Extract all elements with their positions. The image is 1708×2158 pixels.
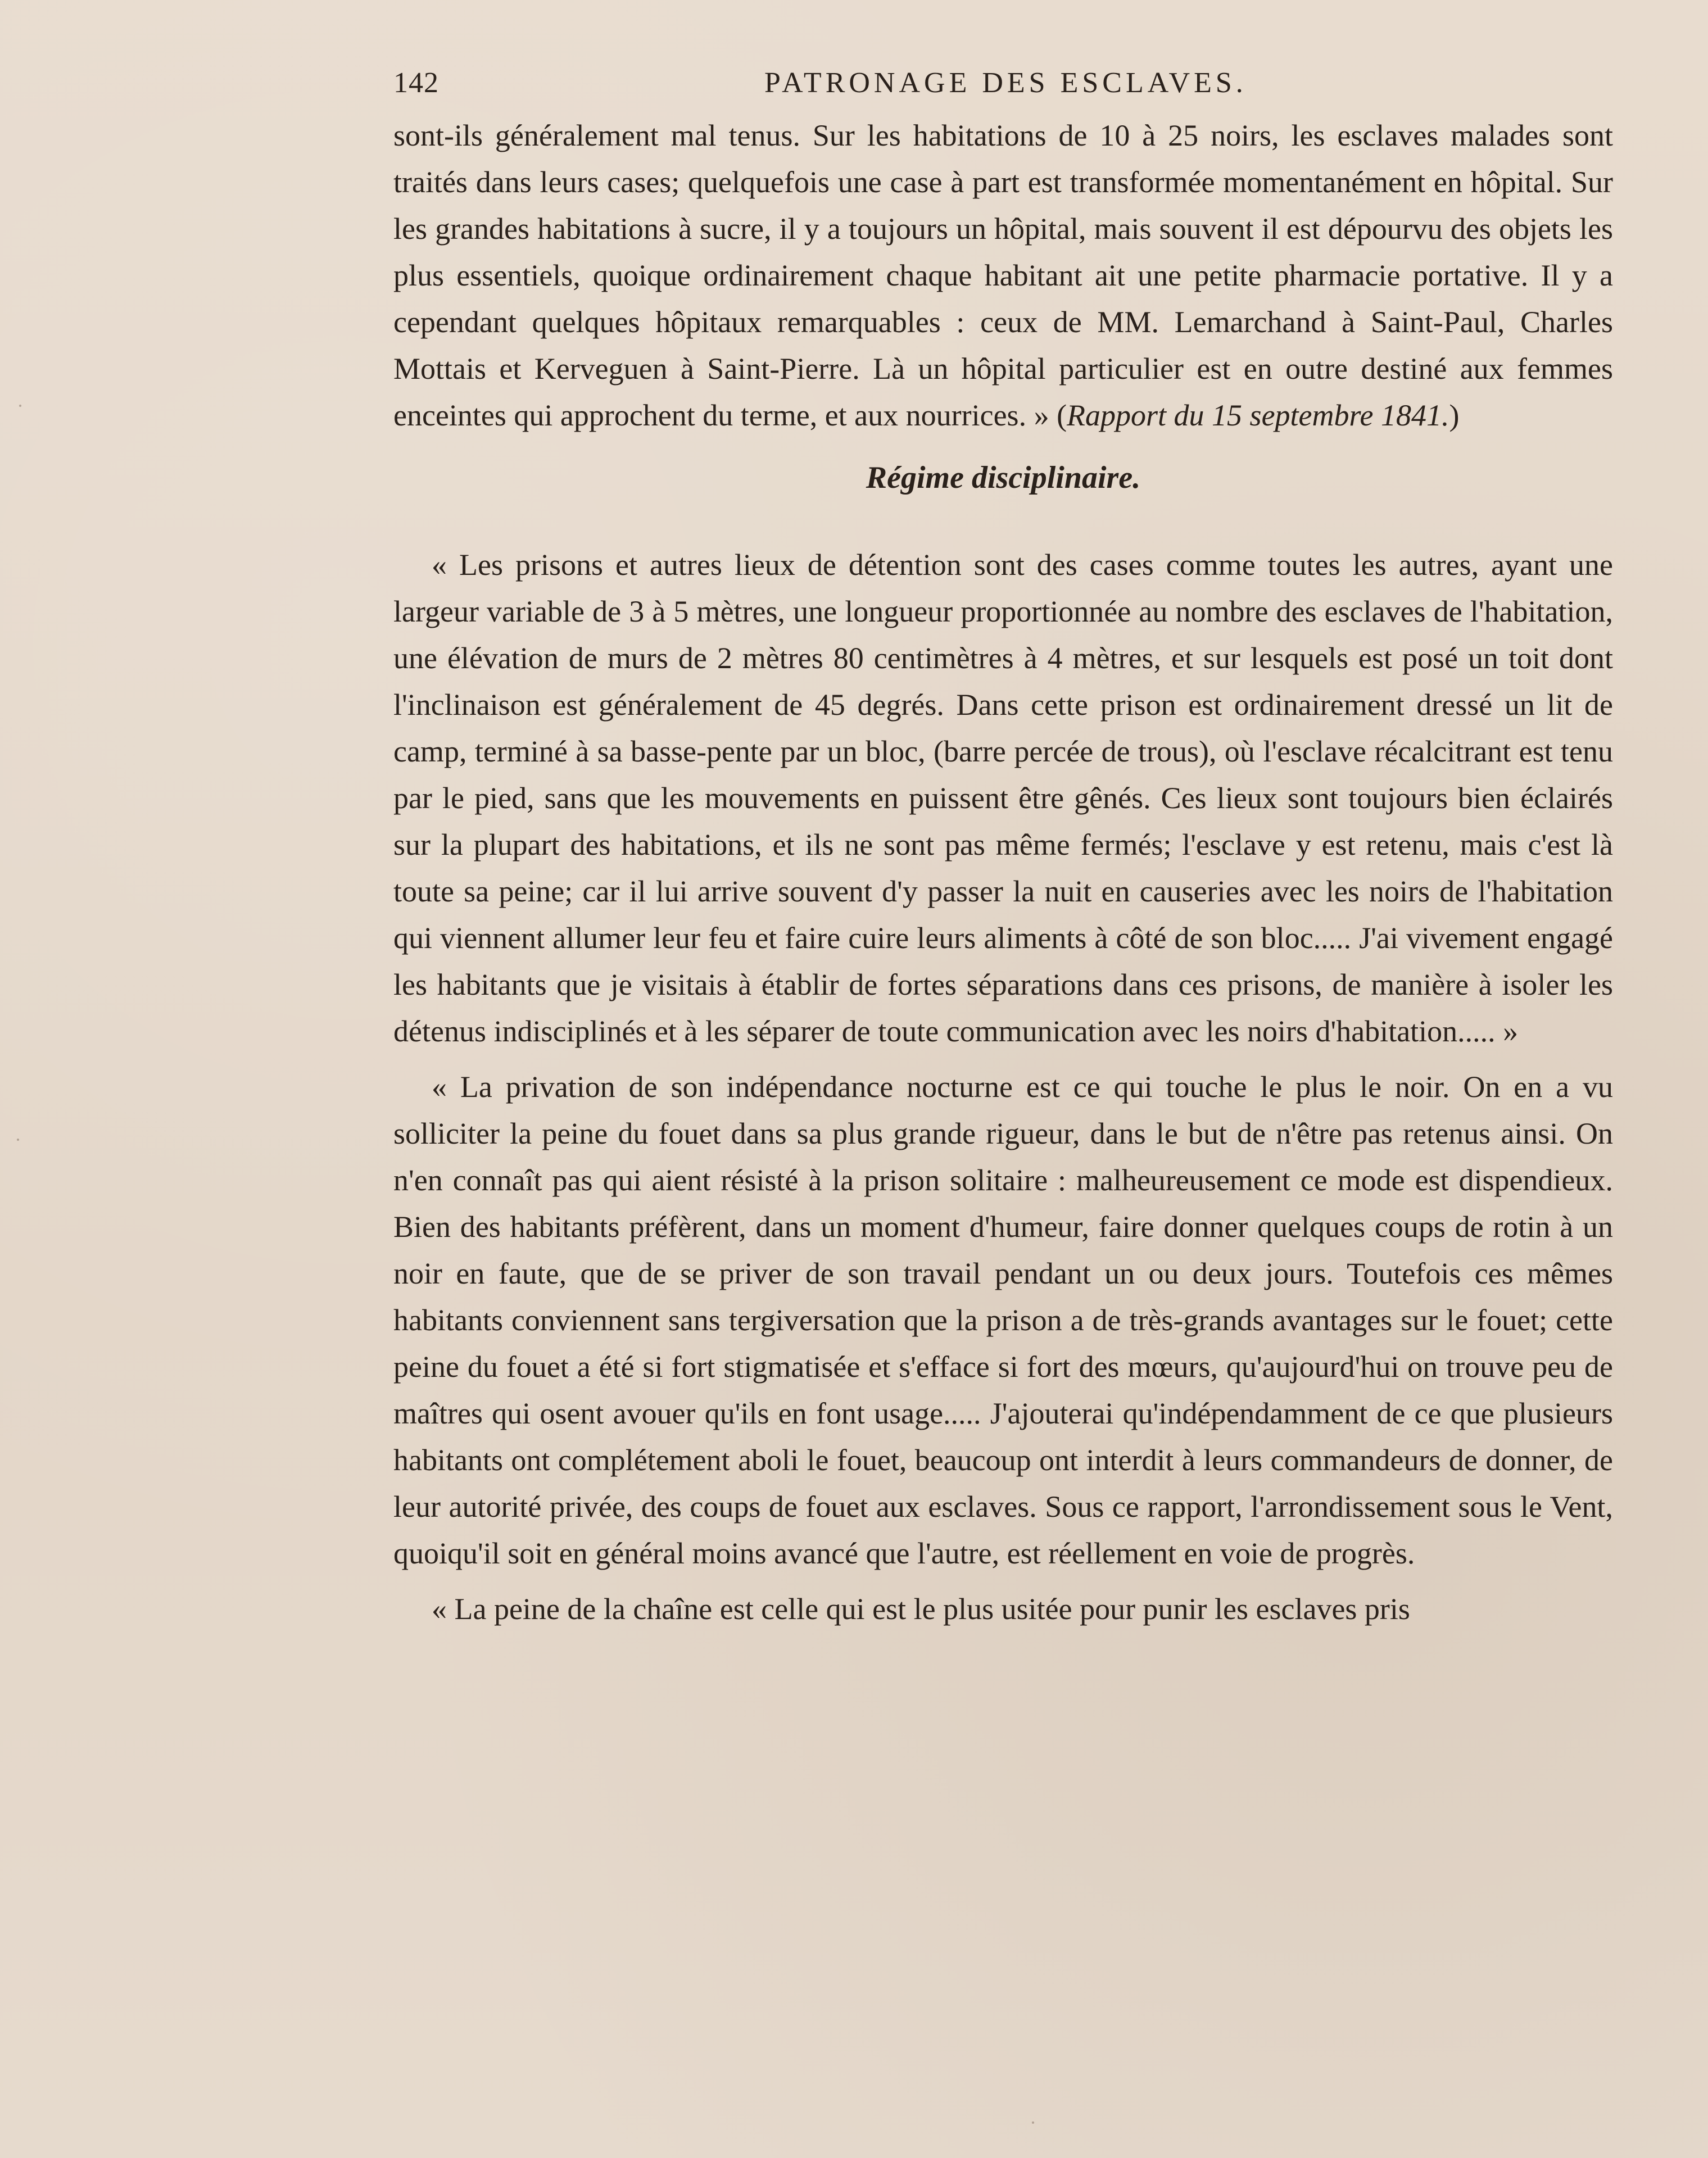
section-title: Régime disciplinaire. [866,460,1141,495]
paragraph-prisons: « Les prisons et autres lieux de détention sont des cases comme toutes les autres, ayant une largeur variable de 3 à 5 mètres, une longueur proportionnée au nombre des esclaves de l'habitation, une élévation de murs de 2 mètres 80 centimètres à 4 mètres, et sur lesquels est posé un toit dont l'inclinaison est généralement de 45 degrés. Dans cette prison est ordinairement dressé un lit de camp, terminé à sa basse-pente par un bloc, (barre percée de trous), où l'esclave récalcitrant est tenu par le pied, sans que les mouvements en puissent être gênés. Ces lieux sont toujours bien éclairés sur la plupart des habitations, et ils ne sont pas même fermés; l'esclave y est retenu, mais c'est là toute sa peine; car il lui arrive souvent d'y passer la nuit en causeries avec les noirs de l'habitation qui viennent allumer leur feu et faire cuire leurs aliments à côté de son bloc..... J'ai vivement engagé les habitants que je visitais à établir de fortes séparations dans ces prisons, de manière à isoler les détenus indisciplinés et à les séparer de toute communication avec les noirs d'habitation..... » [393,548,1613,1048]
paragraph-chain-punishment: « La peine de la chaîne est celle qui est le plus usitée pour punir les esclaves pris [432,1592,1410,1626]
paper-speck [17,1139,19,1141]
citation-closing: ) [1449,398,1460,432]
paragraph-text: sont-ils généralement mal tenus. Sur les habitations de 10 à 25 noirs, les esclaves malades sont traités dans leurs cases; quelquefois une case à part est transformée momentanément en hôpital. Sur les grandes habitations à sucre, il y a toujours un hôpital, mais souvent il est dépourvu des objets les plus essentiels, quoique ordinairement chaque habitant ait une petite pharmacie portative. Il y a cependant quelques hôpitaux remarquables : ceux de MM. Lemarchand à Saint-Paul, Charles Mottais et Kerveguen à Saint-Pierre. Là un hôpital particulier est en outre destiné aux femmes enceintes qui approchent du terme, et aux nourrices. » ( [393,119,1613,432]
paragraph-night-independence: « La privation de son indépendance nocturne est ce qui touche le plus le noir. On en a vu solliciter la peine du fouet dans sa plus grande rigueur, dans le but de n'être pas retenus ainsi. On n'en connaît pas qui aient résisté à la prison solitaire : malheureusement ce mode est dispendieux. Bien des habitants préfèrent, dans un moment d'humeur, faire donner quelques coups de rotin à un noir en faute, que de se priver de son travail pendant un ou deux jours. Toutefois ces mêmes habitants conviennent sans tergiversation que la prison a de très-grands avantages sur le fouet; cette peine du fouet a été si fort stigmatisée et s'efface si fort des mœurs, qu'aujourd'hui on trouve peu de maîtres qui osent avouer qu'ils en font usage..... J'ajouterai qu'indépendamment de ce que plusieurs habitants ont complétement aboli le fouet, beaucoup ont interdit à leurs commandeurs de donner, de leur autorité privée, des coups de fouet aux esclaves. Sous ce rapport, l'arrondissement sous le Vent, quoiqu'il soit en général moins avancé que l'autre, est réellement en voie de progrès. [393,1070,1613,1570]
body-text [393,112,1613,1633]
report-citation: Rapport du 15 septembre 1841. [1067,398,1449,432]
page-header [393,66,1256,117]
paragraph-hospital-continuation [393,112,1613,439]
paper-speck [1032,2121,1034,2124]
running-title: PATRONAGE DES ESCLAVES. [764,67,1247,99]
paper-speck [19,405,21,407]
page-number: 142 [393,67,439,99]
